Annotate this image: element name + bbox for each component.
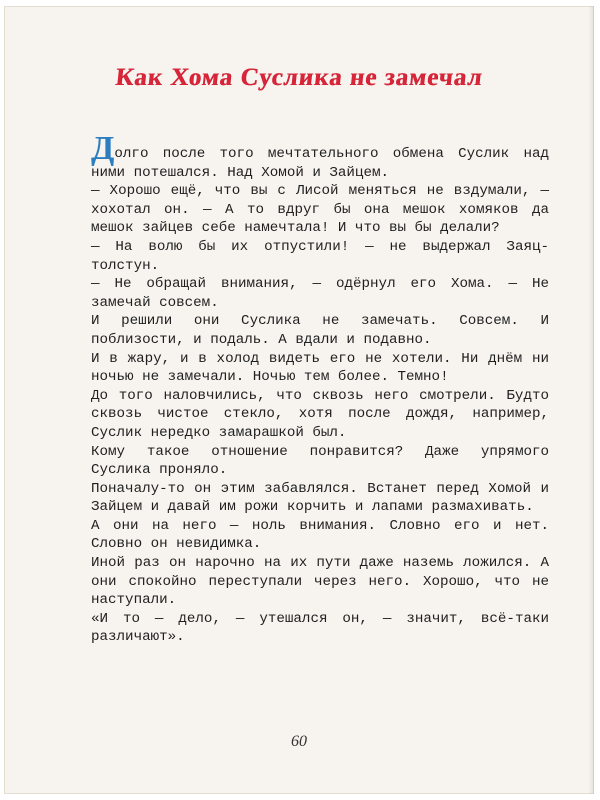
first-paragraph-text: олго после того мечтательного обмена Суслик над ними потешался. Над Хомой и Зайцем. (91, 146, 549, 181)
chapter-body (91, 130, 549, 647)
paragraph: И в жару, и в холод видеть его не хотели. Ни днём ни ночью не замечали. Ночью тем более. Темно! (91, 350, 549, 386)
page-number: 60 (291, 733, 307, 750)
paragraph: Кому такое отношение понравится? Даже упрямого Суслика проняло. (91, 443, 549, 479)
paragraph: — Не обращай внимания, — одёрнул его Хома. — Не замечай совсем. (91, 276, 549, 311)
paragraph: — Хорошо ещё, что вы с Лисой меняться не вздумали, — хохотал он. — А то вдруг бы она мешок хомяков да мешок зайцев себе намечтала! И что вы бы делали? (91, 183, 549, 237)
paragraph: «И то — дело, — утешался он, — значит, всё-таки различают». (91, 610, 549, 646)
drop-cap: Д (91, 130, 115, 167)
first-paragraph (91, 130, 549, 182)
paragraph: До того наловчились, что сквозь него смотрели. Будто сквозь чистое стекло, хотя после дождя, например, Суслик нередко замарашкой был. (91, 387, 549, 441)
paragraph: А они на него — ноль внимания. Словно его и нет. Словно он невидимка. (91, 517, 549, 553)
paragraph: Поначалу-то он этим забавлялся. Встанет перед Хомой и Зайцем и давай им рожи корчить и лапами размахивать. (91, 480, 549, 516)
paragraph: И решили они Суслика не замечать. Совсем. И поблизости, и подаль. А вдали и подавно. (91, 313, 549, 348)
paragraph: — На волю бы их отпустили! — не выдержал Заяц-толстун. (91, 238, 549, 274)
chapter-title: Как Хома Суслика не замечал (114, 64, 484, 91)
paragraph: Иной раз он нарочно на их пути даже наземь ложился. А они спокойно переступали через него. Хорошо, что не наступали. (91, 555, 549, 609)
page-edge-shade (588, 6, 594, 794)
book-page (4, 6, 594, 794)
